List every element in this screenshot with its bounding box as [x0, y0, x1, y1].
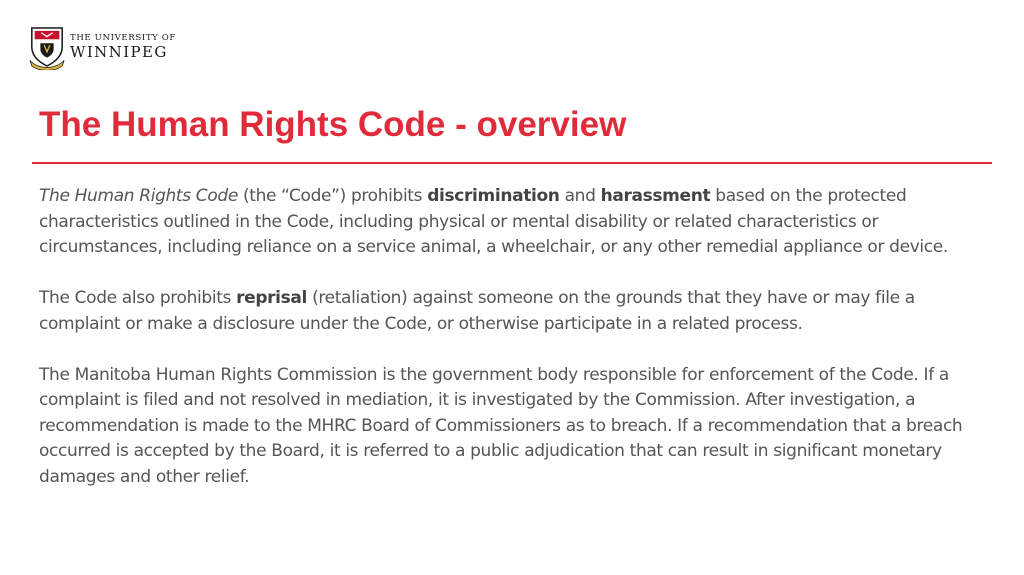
university-crest-icon: [28, 24, 66, 70]
slide-title: The Human Rights Code - overview: [39, 105, 627, 144]
slide-body: [39, 184, 989, 516]
title-divider: [32, 162, 992, 164]
university-logo: [28, 24, 176, 70]
emphasis-term: discrimination: [427, 186, 560, 206]
body-paragraph: [39, 286, 989, 337]
code-name: The Human Rights Code: [39, 186, 238, 206]
emphasis-term: harassment: [600, 186, 711, 206]
paragraph-text: The Manitoba Human Rights Commission is the government body responsible for enforcement of the Code. If a complaint is filed and not resolved in mediation, it is investigated by the Commission. After investigation, a recommendation is made to the MHRC Board of Commissioners as to breach. If a recommendation that a breach occurred is accepted by the Board, it is referred to a public adjudication that can result in significant monetary damages and other relief.: [39, 364, 963, 487]
paragraph-text: (the “Code”) prohibits: [237, 186, 428, 206]
paragraph-text: based on the protected characteristics outlined in the Code, including physical or mental disability or related characteristics or circumstances, including reliance on a service animal, a wheelchair, or any other remedial appliance or device.: [39, 186, 948, 257]
body-paragraph: [39, 363, 989, 491]
paragraph-text: The Code also prohibits: [39, 288, 237, 308]
paragraph-text: (retaliation) against someone on the grounds that they have or may file a complaint or make a disclosure under the Code, or otherwise participate in a related process.: [39, 288, 915, 334]
university-wordmark: [70, 34, 176, 61]
emphasis-term: reprisal: [236, 288, 308, 308]
wordmark-line1: THE UNIVERSITY OF: [70, 32, 176, 43]
paragraph-text: and: [559, 186, 601, 206]
body-paragraph: [39, 184, 989, 261]
wordmark-line2: WINNIPEG: [70, 43, 168, 62]
